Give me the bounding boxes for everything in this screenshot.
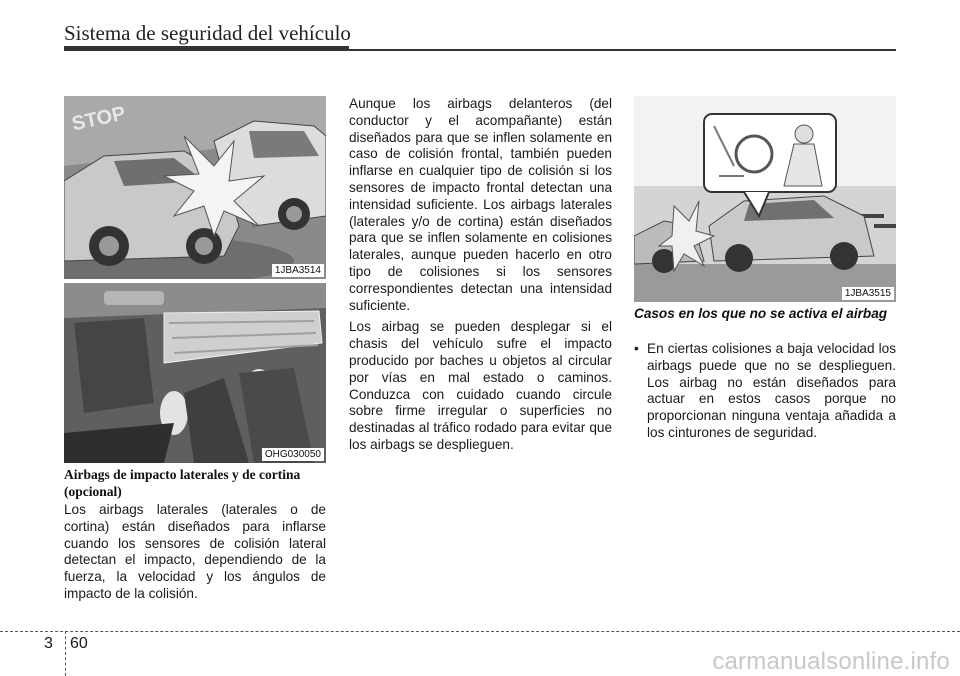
page-number: 60: [70, 635, 88, 652]
section-heading-side-airbags: Airbags de impacto laterales y de cortina (opcional): [64, 467, 301, 499]
chapter-number: 3: [44, 635, 53, 652]
figure-rear-collision: [634, 96, 896, 302]
paragraph: Los airbag se pueden desplegar si el chasis del vehículo sufre el impacto producido por baches u objetos al circular por vías en mal estado o caminos. Conduzca con cuidado cuando circule sobre firme irregular o superficies no destinadas al tráfico rodado para evitar que los airbags se desplieguen.: [349, 319, 612, 452]
figure-curtain-airbags: [64, 283, 326, 463]
side-collision-illustration: [64, 96, 326, 279]
footer-rule: [0, 631, 960, 632]
section-heading-no-deploy: Casos en los que no se activa el airbag: [634, 306, 888, 321]
header-rule-thick: [64, 46, 349, 51]
left-column-text: [64, 502, 326, 608]
header-rule-thin: [349, 49, 896, 51]
bullet-item: [634, 341, 896, 442]
paragraph: Los airbags laterales (laterales o de cortina) están diseñados para inflarse cuando los sensores de colisión lateral detectan el impacto, dependiendo de la fuerza, la velocidad y los ángulos de impacto de la colisión.: [64, 502, 326, 601]
bullet-text: En ciertas colisiones a baja velocidad los airbags puede que no se desplieguen. Los airbag no están diseñados para actuar en estos casos porque no proporcionan ninguna ventaja añadida a los cinturones de seguridad.: [647, 341, 896, 440]
figure-code: 1JBA3515: [842, 287, 894, 300]
middle-column-text: [349, 96, 612, 459]
footer-divider: [65, 631, 66, 676]
figure-side-collision: [64, 96, 326, 279]
curtain-airbag-illustration: [64, 283, 326, 463]
figure-code: OHG030050: [262, 448, 324, 461]
road-stop-marking: STOP: [69, 102, 128, 136]
page-header-title: Sistema de seguridad del vehículo: [64, 21, 351, 45]
paragraph: Aunque los airbags delanteros (del conductor y el acompañante) están diseñados para que se inflen solamente en caso de colisión frontal, también pueden inflarse en cualquier tipo de colisión si los sensores de impacto frontal detectan una intensidad suficiente. Los airbags laterales (laterales y/o de cortina) están diseñados para que se inflen solamente en colisiones laterales, aunque pueden hacerlo en otro tipo de colisiones si los sensores correspondientes detectan una intensidad suficiente.: [349, 96, 612, 313]
bullet-marker: •: [634, 341, 639, 356]
watermark: carmanualsonline.info: [712, 648, 950, 675]
figure-code: 1JBA3514: [272, 264, 324, 277]
rear-collision-illustration: [634, 96, 896, 302]
